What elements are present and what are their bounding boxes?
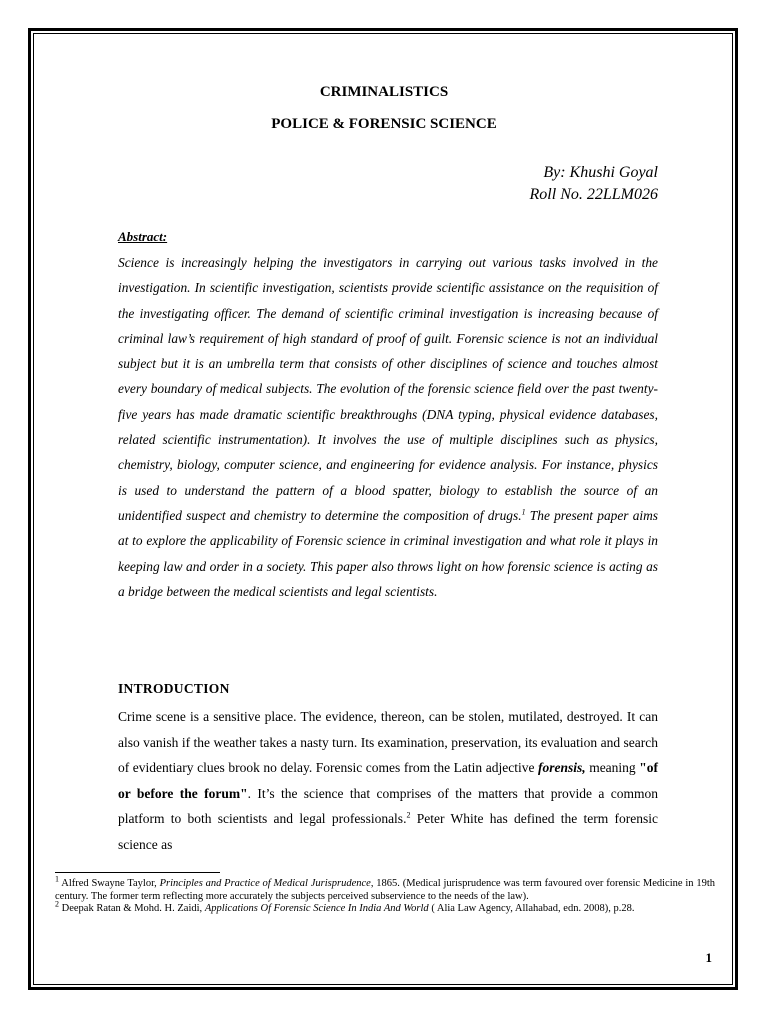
footnote-ref-1: 1	[521, 507, 526, 517]
roll-number: Roll No. 22LLM026	[529, 186, 658, 203]
introduction-paragraph	[118, 704, 658, 857]
intro-text-3: . It’s the science that comprises of the matters that provide a common platform to both scientists and legal professionals.	[118, 785, 659, 826]
document-subtitle: POLICE & FORENSIC SCIENCE	[271, 116, 497, 132]
footnote-1: $^1$ Alfred Swayne Taylor, Principles and Practice of Medical Jurisprudence, 1865. (Medical jurisprudence was term favoured over forensic Medicine in 19th century. The former term reflecting more accurately the subjects perceived subservience to the needs of the law).	[55, 874, 715, 902]
author-name: By: Khushi Goyal	[543, 164, 658, 181]
footnotes	[55, 874, 715, 916]
forensis-term: forensis,	[538, 760, 586, 775]
forum-quote: "of or before the forum"	[118, 760, 658, 801]
author-block	[530, 162, 658, 206]
page-number: 1	[705, 950, 712, 965]
introduction-heading: INTRODUCTION	[118, 681, 230, 696]
title-block	[0, 82, 768, 134]
abstract-text-2: The present paper aims at to explore the applicability of Forensic science in criminal investigation and what role it plays in keeping law and order in a society. This paper also throws light on how forensic science is acting as a bridge between the medical scientists and legal scientists.	[118, 507, 659, 599]
intro-text-1: Crime scene is a sensitive place. The evidence, thereon, can be stolen, mutilated, destroyed. It can also vanish if the weather takes a nasty turn. Its examination, preservation, its evaluation and search of evidentiary clues brook no delay. Forensic comes from the Latin adjective	[118, 709, 658, 775]
footnote-ref-2: 2	[406, 810, 411, 820]
abstract-heading: Abstract:	[118, 229, 168, 244]
intro-text-4: Peter White has defined the term forensic science as	[118, 811, 659, 852]
footnote-2: $^2$ Deepak Ratan & Mohd. H. Zaidi, Applications Of Forensic Science In India And World ( Alia Law Agency, Allahabad, edn. 2008), p.28.	[55, 899, 635, 914]
abstract-paragraph	[118, 250, 658, 604]
document-title: CRIMINALISTICS	[319, 84, 449, 100]
footnote-separator	[55, 872, 220, 873]
intro-text-2: meaning	[585, 760, 640, 775]
abstract-text-1: Science is increasingly helping the investigators in carrying out various tasks involved in the investigation. In scientific investigation, scientists provide scientific assistance on the requisition of the investigating officer. The demand of scientific criminal investigation is increasing because of criminal law’s requirement of high standard of proof of guilt. Forensic science is not an individual subject but it is an umbrella term that consists of other disciplines of science and touches almost every boundary of medical subjects. The evolution of the forensic science field over the past twenty-five years has made dramatic scientific breakthroughs (DNA typing, physical evidence databases, related scientific instrumentation). It involves the use of multiple disciplines such as physics, chemistry, biology, computer science, and engineering for evidence analysis. For instance, physics is used to understand the pattern of a blood spatter, biology to establish the source of an unidentified suspect and chemistry to determine the composition of drugs.	[118, 255, 658, 523]
